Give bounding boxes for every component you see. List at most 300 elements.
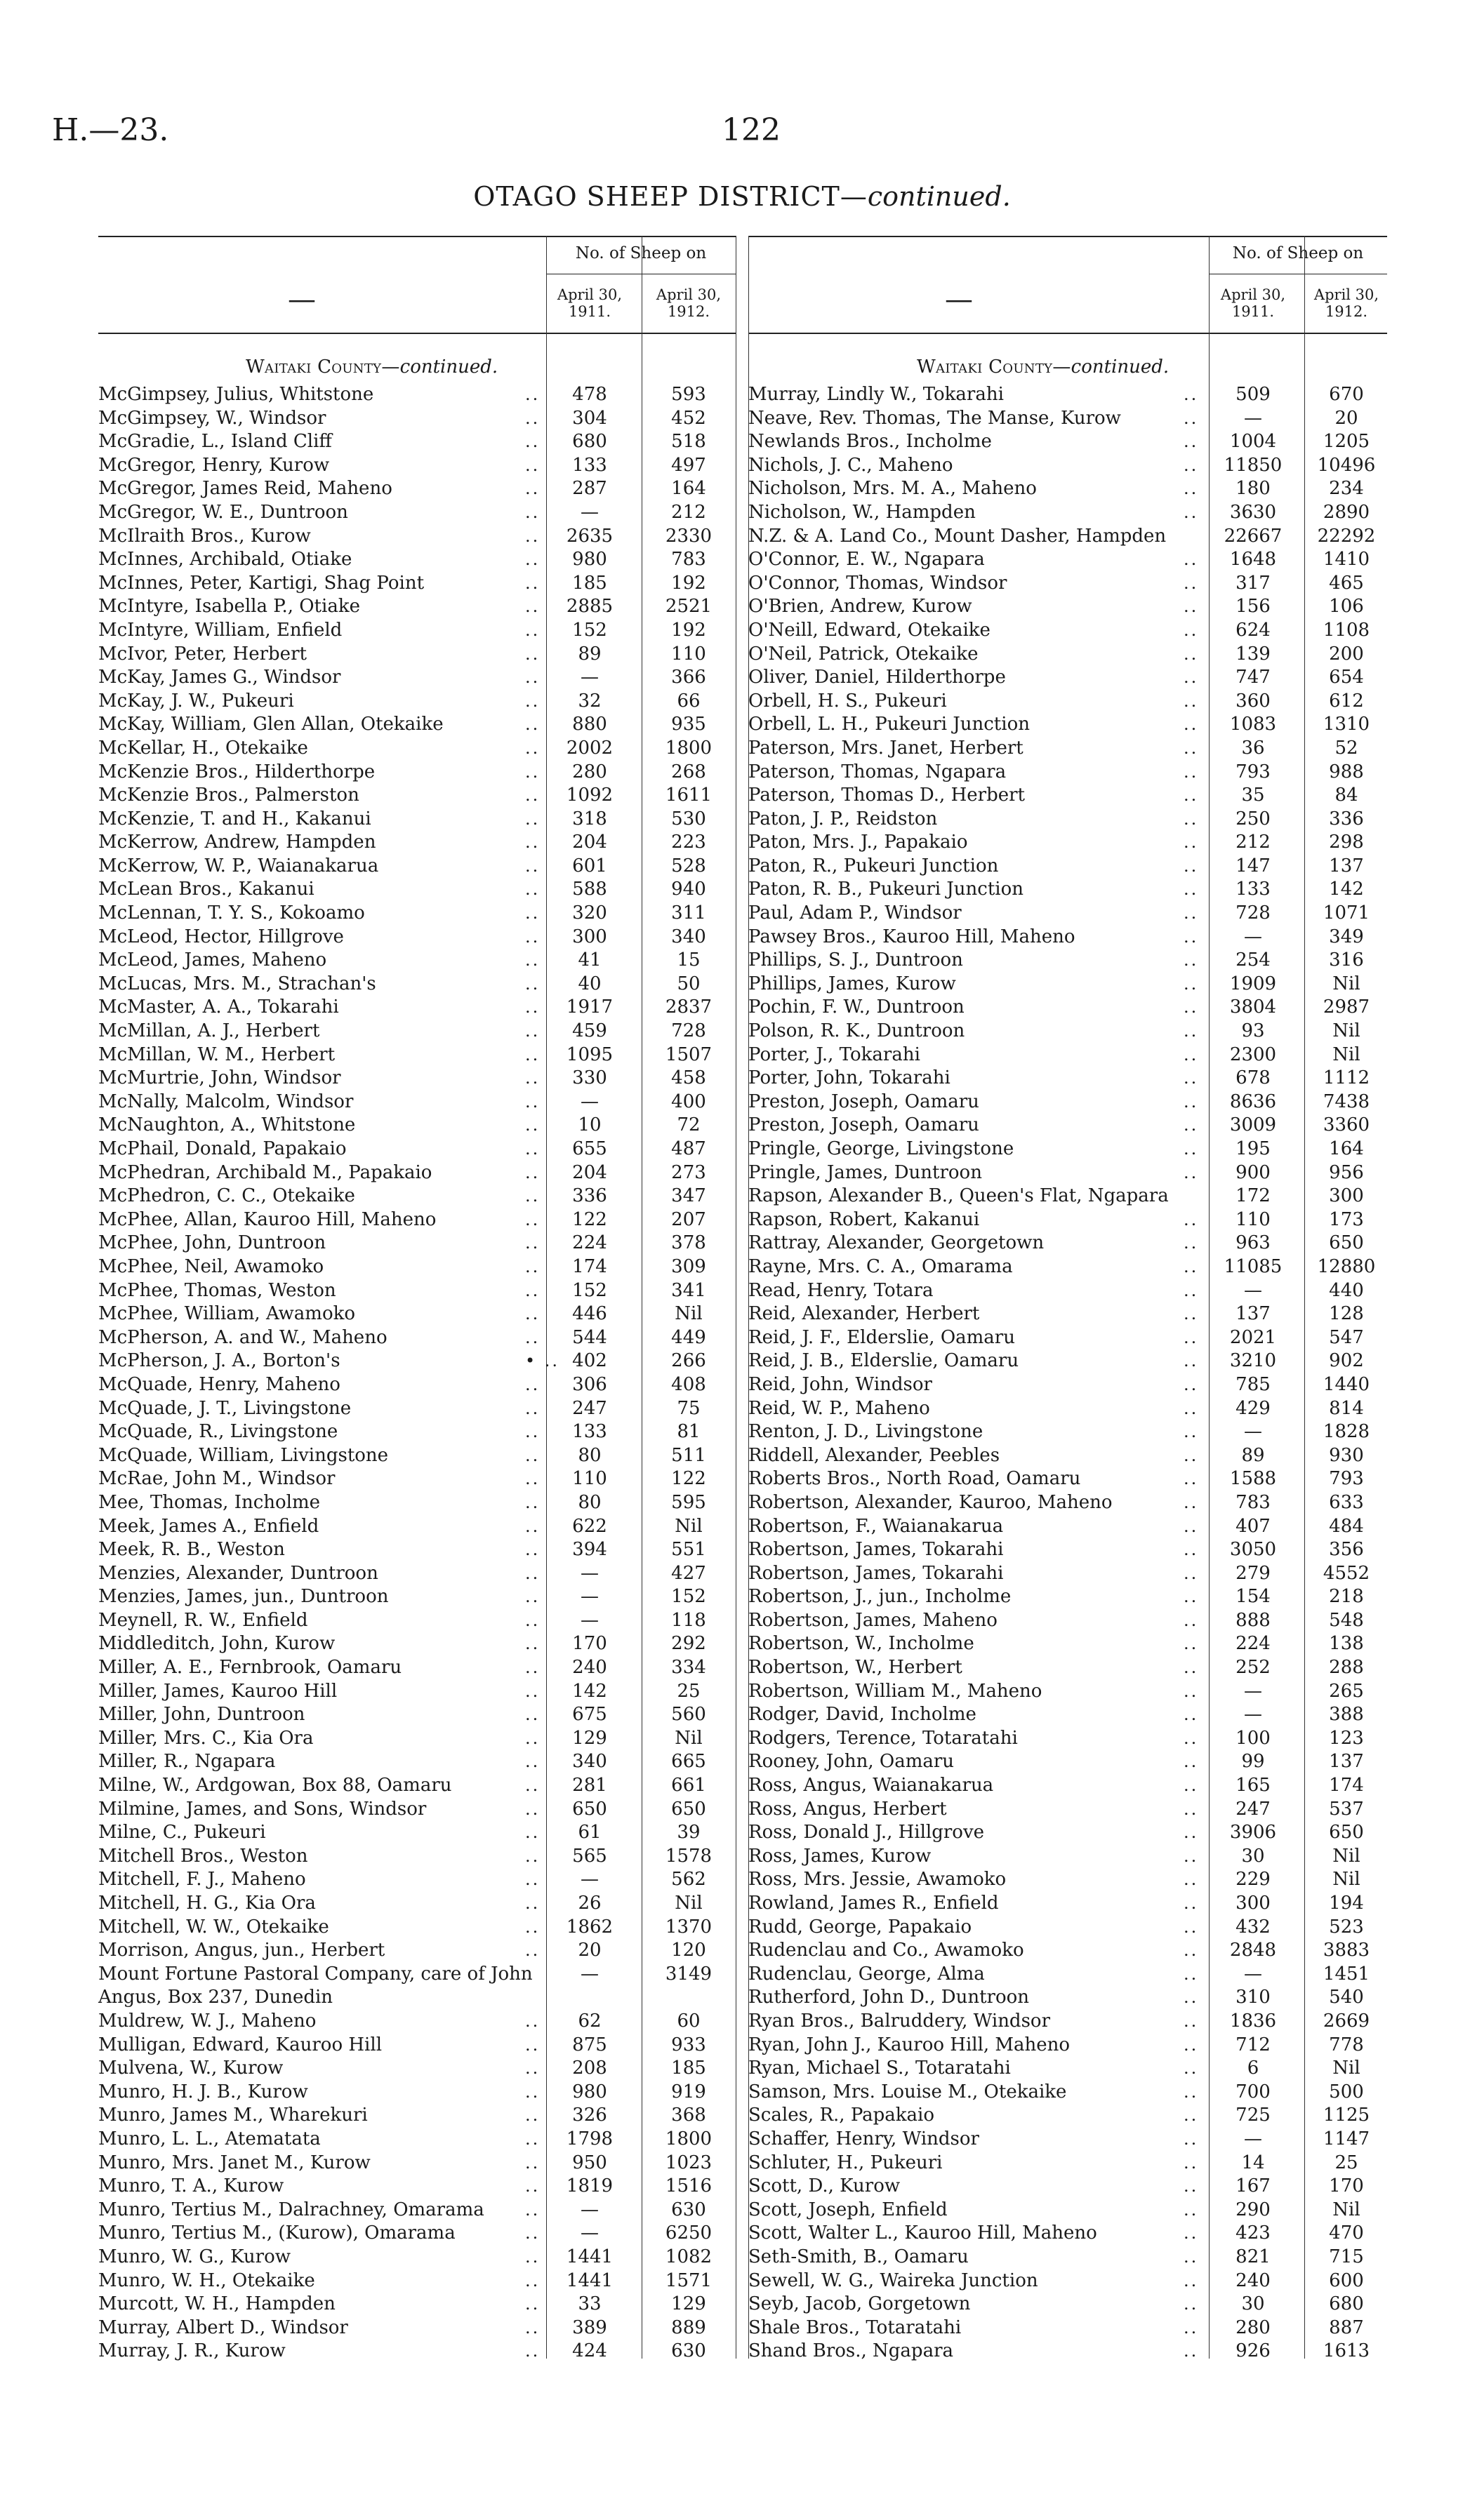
table-row [98, 1727, 736, 1751]
owner-name: Robertson, W., Herbert [748, 1657, 962, 1679]
table-row [98, 2269, 736, 2293]
sheep-count-1912: 484 [1329, 1515, 1364, 1537]
table-row [98, 2010, 736, 2034]
owner-name: McLeod, Hector, Hillgrove [98, 926, 344, 947]
sheep-count-1911: — [581, 1869, 599, 1891]
sheep-count-1912: Nil [1332, 1020, 1360, 1042]
sheep-count-1912: 1571 [665, 2269, 713, 2291]
table-row [748, 784, 1387, 808]
sheep-count-1911: 424 [572, 2340, 607, 2362]
leader-dots: .. [525, 1374, 541, 1394]
sheep-count-1912: 919 [671, 2081, 706, 2102]
sheep-count-1912: 15 [677, 949, 701, 971]
owner-name: McQuade, William, Livingstone [98, 1444, 389, 1466]
owner-name: Menzies, James, jun., Duntroon [98, 1586, 389, 1608]
sheep-count-1911: — [1244, 1963, 1262, 1985]
sheep-count-1911: 20 [578, 1940, 602, 1961]
sheep-count-1912: 4552 [1323, 1562, 1370, 1584]
table-row [98, 1491, 736, 1515]
table-row [98, 1750, 736, 1774]
sheep-count-1911: 509 [1235, 384, 1271, 405]
owner-name: Murray, J. R., Kurow [98, 2340, 286, 2362]
sheep-count-1911: 700 [1235, 2081, 1271, 2102]
sheep-count-1911: 402 [572, 1350, 607, 1372]
sheep-count-1912: Nil [675, 1893, 703, 1914]
sheep-count-1912: 1310 [1323, 714, 1370, 735]
owner-name: McGimpsey, Julius, Whitstone [98, 384, 374, 405]
sheep-count-1912: 1611 [665, 785, 713, 806]
owner-name: Scott, D., Kurow [748, 2175, 901, 2197]
sheep-count-1911: 133 [572, 1421, 607, 1443]
table-row [98, 1020, 736, 1044]
sheep-count-1911: 888 [1235, 1609, 1271, 1631]
owner-name: McGregor, W. E., Duntroon [98, 501, 348, 523]
table-row [748, 2034, 1387, 2058]
owner-name: Renton, J. D., Livingstone [748, 1421, 983, 1443]
sheep-count-1912: 530 [671, 808, 706, 829]
sheep-count-1911: 783 [1235, 1491, 1271, 1513]
table-row [98, 1703, 736, 1727]
table-row [98, 737, 736, 761]
sheep-count-1912: 60 [677, 2010, 701, 2032]
year-1911-header: April 30, 1911. [1220, 286, 1286, 320]
sheep-count-1912: 192 [671, 572, 706, 594]
sheep-count-1912: 1440 [1323, 1373, 1370, 1395]
table-row [98, 1916, 736, 1940]
leader-dots: .. [525, 1940, 541, 1961]
sheep-count-1911: 41 [578, 949, 602, 971]
table-row [748, 1774, 1387, 1798]
sheep-count-1911: — [581, 2199, 599, 2220]
leader-dots: .. [1184, 1775, 1199, 1796]
leader-dots: .. [1184, 2246, 1199, 2267]
sheep-count-1912: 207 [671, 1208, 706, 1230]
leader-dots: .. [525, 2081, 541, 2102]
sheep-count-1912: 137 [1329, 855, 1364, 876]
owner-name: Nicholson, Mrs. M. A., Maheno [748, 478, 1037, 500]
leader-dots: .. [1184, 2317, 1199, 2338]
sheep-count-1912: 378 [671, 1232, 706, 1254]
sheep-count-1911: 11085 [1224, 1255, 1283, 1277]
sheep-count-1912: 2987 [1323, 996, 1370, 1018]
sheep-count-1911: — [1244, 1704, 1262, 1726]
table-row [98, 383, 736, 407]
leader-dots: .. [1184, 1422, 1199, 1442]
sheep-count-1911: 680 [572, 431, 607, 453]
sheep-count-1911: 139 [1235, 643, 1271, 665]
leader-dots: .. [525, 1799, 541, 1819]
sheep-count-1912: 1071 [1323, 902, 1370, 924]
owner-name: Ross, Angus, Waianakarua [748, 1775, 994, 1796]
sheep-count-1912: 268 [671, 761, 706, 782]
sheep-count-1911: 2635 [566, 525, 614, 547]
table-row [98, 690, 736, 714]
sheep-count-1912: 595 [671, 1491, 706, 1513]
table-row [748, 1798, 1387, 1822]
leader-dots: .. [1184, 1964, 1199, 1984]
sheep-count-1911: 588 [572, 879, 607, 900]
leader-dots: .. [1184, 1516, 1199, 1536]
owner-name: Mulligan, Edward, Kauroo Hill [98, 2034, 383, 2055]
table-row [748, 1044, 1387, 1067]
owner-name: Reid, Alexander, Herbert [748, 1303, 980, 1325]
owner-name: McIvor, Peter, Herbert [98, 643, 307, 665]
sheep-count-1912: 298 [1329, 832, 1364, 853]
sheep-count-1912: 1516 [665, 2175, 713, 2197]
owner-name: Mount Fortune Pastoral Company, care of John Angus, Box 237, Dunedin [98, 1963, 533, 2008]
table-row [748, 1326, 1387, 1350]
leader-dots: .. [1184, 549, 1199, 570]
sheep-count-1912: 106 [1329, 596, 1364, 618]
table-row [98, 1939, 736, 1963]
leader-dots: .. [1184, 1610, 1199, 1630]
table-row [98, 808, 736, 832]
sheep-count-1912: 1800 [665, 737, 713, 759]
sheep-count-1912: 200 [1329, 643, 1364, 665]
table-row [98, 1515, 736, 1539]
table-row [98, 1845, 736, 1869]
sheep-count-1912: 930 [1329, 1444, 1364, 1466]
leader-dots: .. [525, 1280, 541, 1300]
owner-name: McPhee, Neil, Awamoko [98, 1255, 324, 1277]
right-table [748, 236, 1387, 2362]
table-row [98, 548, 736, 572]
owner-name: Milne, C., Pukeuri [98, 1822, 266, 1844]
sheep-count-1912: Nil [675, 1727, 703, 1749]
sheep-count-1911: 40 [578, 973, 602, 994]
leader-dots: .. [1184, 1587, 1199, 1607]
sheep-count-1912: 1578 [665, 1845, 713, 1867]
owner-name: Mulvena, W., Kurow [98, 2058, 284, 2079]
owner-name: Paton, Mrs. J., Papakaio [748, 832, 968, 853]
table-row [98, 784, 736, 808]
sheep-count-1911: 330 [572, 1067, 607, 1089]
table-row [98, 1161, 736, 1185]
leader-dots: .. [1184, 1634, 1199, 1654]
sheep-count-1911: 247 [1235, 1798, 1271, 1820]
sheep-count-1912: Nil [675, 1303, 703, 1325]
leader-dots: .. [525, 644, 541, 664]
leader-dots: .. [525, 1893, 541, 1913]
table-row [748, 1491, 1387, 1515]
table-row [748, 996, 1387, 1020]
sheep-count-1912: 408 [671, 1373, 706, 1395]
sheep-count-1911: — [1244, 2128, 1262, 2149]
sheep-count-1912: 2837 [665, 996, 713, 1018]
leader-dots: .. [525, 2011, 541, 2031]
owner-name: Ross, Donald J., Hillgrove [748, 1822, 985, 1844]
owner-name: O'Neill, Edward, Otekaike [748, 619, 991, 641]
table-row [748, 2128, 1387, 2152]
sheep-count-1911: 185 [572, 572, 607, 594]
sheep-count-1912: 128 [1329, 1303, 1364, 1325]
sheep-count-1912: 523 [1329, 1916, 1364, 1938]
table-row [748, 2222, 1387, 2246]
leader-dots: .. [525, 502, 541, 522]
table-row [98, 1255, 736, 1279]
sheep-count-1911: 478 [572, 384, 607, 405]
table-row [748, 1656, 1387, 1680]
sheep-count-1911: 240 [1235, 2269, 1271, 2291]
table-row [748, 1397, 1387, 1421]
table-row [748, 831, 1387, 855]
sheep-count-1911: 174 [572, 1255, 607, 1277]
owner-name: McLucas, Mrs. M., Strachan's [98, 973, 376, 994]
leader-dots: .. [525, 1563, 541, 1583]
owner-name: O'Brien, Andrew, Kurow [748, 596, 972, 618]
sheep-count-1912: 518 [671, 431, 706, 453]
owner-name: Preston, Joseph, Oamaru [748, 1114, 979, 1136]
owner-name: Mee, Thomas, Incholme [98, 1491, 321, 1513]
sheep-count-1911: 446 [572, 1303, 607, 1325]
sheep-count-1912: 174 [1329, 1775, 1364, 1796]
table-row [748, 454, 1387, 478]
owner-name: Polson, R. K., Duntroon [748, 1020, 965, 1042]
sheep-count-1911: 280 [572, 761, 607, 782]
sheep-count-1911: 287 [572, 478, 607, 500]
sheep-count-1911: — [1244, 1279, 1262, 1301]
table-row [748, 949, 1387, 973]
sheep-count-1911: 156 [1235, 596, 1271, 618]
owner-name: McMaster, A. A., Tokarahi [98, 996, 339, 1018]
sheep-count-1912: 665 [671, 1751, 706, 1773]
leader-dots: .. [1184, 2081, 1199, 2102]
leader-dots: .. [525, 1869, 541, 1890]
sheep-count-1911: 3050 [1229, 1539, 1277, 1561]
leader-dots: .. [1184, 573, 1199, 593]
sheep-count-1912: 548 [1329, 1609, 1364, 1631]
sheep-count-1911: 326 [572, 2105, 607, 2126]
leader-dots: .. [525, 785, 541, 806]
owner-name: Schluter, H., Pukeuri [748, 2152, 943, 2173]
sheep-count-1911: 389 [572, 2316, 607, 2338]
sheep-count-1912: 933 [671, 2034, 706, 2055]
owner-name: McQuade, R., Livingstone [98, 1421, 338, 1443]
sheep-count-1911: 133 [572, 454, 607, 476]
leader-dots: .. [525, 573, 541, 593]
table-row [98, 831, 736, 855]
owner-name: Porter, John, Tokarahi [748, 1067, 950, 1089]
sheep-count-1911: 180 [1235, 478, 1271, 500]
sheep-count-1911: 980 [572, 549, 607, 571]
leader-dots: .. [525, 1162, 541, 1182]
sheep-count-1911: 61 [578, 1822, 602, 1844]
sheep-count-1911: 2885 [566, 596, 614, 618]
leader-dots: .. [525, 1256, 541, 1276]
owner-name: Pochin, F. W., Duntroon [748, 996, 965, 1018]
leader-dots: .. [1184, 2270, 1199, 2291]
county-heading [917, 356, 1169, 378]
sheep-count-1911: 1648 [1229, 549, 1277, 571]
leader-dots: .. [1184, 1799, 1199, 1819]
sheep-count-1911: 926 [1235, 2340, 1271, 2362]
sheep-count-1911: 204 [572, 832, 607, 853]
sheep-count-1911: 432 [1235, 1916, 1271, 1938]
owner-name: Pringle, James, Duntroon [748, 1161, 982, 1183]
leader-dots: .. [1184, 2152, 1199, 2173]
owner-name: McKenzie, T. and H., Kakanui [98, 808, 371, 829]
owner-name: Mitchell, F. J., Maheno [98, 1869, 306, 1891]
table-row [98, 1680, 736, 1704]
year-1911-header: April 30, 1911. [557, 286, 623, 320]
sheep-count-1912: 311 [671, 902, 706, 924]
leader-dots: .. [1184, 1893, 1199, 1913]
leader-dots: .. [1184, 1091, 1199, 1112]
owner-name: McQuade, Henry, Maheno [98, 1373, 340, 1395]
leader-dots: .. [1184, 691, 1199, 711]
sheep-count-1911: 281 [572, 1775, 607, 1796]
table-row [98, 1467, 736, 1491]
leader-dots: .. [525, 2199, 541, 2220]
owner-name: McPherson, A. and W., Maheno [98, 1326, 387, 1348]
table-row [748, 737, 1387, 761]
table-row [98, 595, 736, 619]
sheep-count-1912: 593 [671, 384, 706, 405]
sheep-count-1912: 458 [671, 1067, 706, 1089]
sheep-count-1912: 793 [1329, 1468, 1364, 1490]
owner-name: McInnes, Archibald, Otiake [98, 549, 352, 571]
leader-dots: .. [1184, 1916, 1199, 1937]
leader-dots: .. [1184, 950, 1199, 971]
sheep-count-1911: 212 [1235, 832, 1271, 853]
sheep-count-1912: 170 [1329, 2175, 1364, 2197]
sheep-count-1911: 340 [572, 1751, 607, 1773]
sheep-count-1912: 1023 [665, 2152, 713, 2173]
leader-dots: .. [525, 1422, 541, 1442]
sheep-count-1912: 388 [1329, 1704, 1364, 1726]
sheep-count-1911: 208 [572, 2058, 607, 2079]
owner-name: McLeod, James, Maheno [98, 949, 327, 971]
leader-dots: .. [1184, 761, 1199, 782]
owner-name: McKay, J. W., Pukeuri [98, 690, 294, 712]
table-row [98, 619, 736, 643]
table-row [98, 2293, 736, 2316]
sheep-count-1911: 1588 [1229, 1468, 1277, 1490]
owner-name: Nichols, J. C., Maheno [748, 454, 953, 476]
sheep-count-1912: 129 [671, 2293, 706, 2315]
leader-dots: • .. [525, 1351, 560, 1371]
sheep-count-1912: 612 [1329, 690, 1364, 712]
sheep-count-1912: 650 [1329, 1822, 1364, 1844]
sheep-count-1911: 1798 [566, 2128, 614, 2149]
sheep-count-1912: 75 [677, 1397, 701, 1419]
table-row [748, 1562, 1387, 1586]
leader-dots: .. [525, 903, 541, 924]
table-row [98, 2104, 736, 2128]
sheep-count-1912: 137 [1329, 1751, 1364, 1773]
table-row [748, 1609, 1387, 1633]
sheep-count-1911: 1092 [566, 785, 614, 806]
owner-name: Robertson, F., Waianakarua [748, 1515, 1004, 1537]
leader-dots: .. [1184, 1822, 1199, 1843]
sheep-count-1912: 368 [671, 2105, 706, 2126]
sheep-count-1912: 123 [1329, 1727, 1364, 1749]
leader-dots: .. [1184, 1280, 1199, 1300]
table-row [748, 643, 1387, 667]
table-row [98, 1185, 736, 1208]
table-row [98, 1963, 736, 2010]
sheep-count-1911: 224 [572, 1232, 607, 1254]
leader-dots: .. [1184, 455, 1199, 475]
leader-dots: .. [1184, 738, 1199, 758]
leader-dots: .. [525, 2317, 541, 2338]
sheep-count-1911: 1909 [1229, 973, 1277, 994]
sheep-count-1911: 310 [1235, 1987, 1271, 2008]
owner-name: McKenzie Bros., Hilderthorpe [98, 761, 376, 782]
sheep-count-1911: 3906 [1229, 1822, 1277, 1844]
owner-name: Orbell, H. S., Pukeuri [748, 690, 947, 712]
table-row [748, 2010, 1387, 2034]
table-row [98, 666, 736, 690]
sheep-count-1912: 778 [1329, 2034, 1364, 2055]
leader-dots: .. [525, 973, 541, 994]
sheep-count-1911: 26 [578, 1893, 602, 1914]
owner-name: Miller, A. E., Fernbrook, Oamaru [98, 1657, 402, 1679]
sheep-count-1912: 72 [677, 1114, 701, 1136]
sheep-count-1911: 601 [572, 855, 607, 876]
table-row [748, 572, 1387, 596]
owner-name: Ross, James, Kurow [748, 1845, 932, 1867]
sheep-count-1912: 118 [671, 1609, 706, 1631]
sheep-count-1911: 2002 [566, 737, 614, 759]
table-row [748, 1515, 1387, 1539]
sheep-count-1912: 218 [1329, 1586, 1364, 1608]
sheep-count-1912: 142 [1329, 879, 1364, 900]
sheep-count-1911: 32 [578, 690, 602, 712]
sheep-count-1912: 1410 [1323, 549, 1370, 571]
sheep-count-1911: 1083 [1229, 714, 1277, 735]
owner-name: Meek, James A., Enfield [98, 1515, 319, 1537]
leader-dots: .. [525, 2341, 541, 2361]
table-row [98, 477, 736, 501]
sheep-count-1911: 1819 [566, 2175, 614, 2197]
table-row [748, 2246, 1387, 2269]
sheep-count-1911: — [581, 1609, 599, 1631]
sheep-count-1912: 25 [1334, 2152, 1358, 2173]
table-row [748, 2269, 1387, 2293]
leader-dots: .. [525, 1822, 541, 1843]
sheep-count-1911: — [1244, 926, 1262, 947]
leader-dots: .. [525, 1068, 541, 1088]
sheep-count-1911: 300 [1235, 1893, 1271, 1914]
left-table-header [98, 236, 736, 334]
county-continued: continued. [399, 356, 498, 378]
table-row [748, 808, 1387, 832]
owner-name: O'Neil, Patrick, Otekaike [748, 643, 979, 665]
leader-dots: .. [525, 1021, 541, 1041]
owner-name: McKay, William, Glen Allan, Otekaike [98, 714, 444, 735]
owner-name: McPhee, Allan, Kauroo Hill, Maheno [98, 1208, 437, 1230]
table-row [748, 1892, 1387, 1916]
table-row [98, 1892, 736, 1916]
sheep-count-1912: 122 [671, 1468, 706, 1490]
sheep-count-1911: 170 [572, 1633, 607, 1655]
sheep-count-1912: 1451 [1323, 1963, 1370, 1985]
sheep-count-1912: 138 [1329, 1633, 1364, 1655]
leader-dots: .. [1184, 1068, 1199, 1088]
owner-name: Milmine, James, and Sons, Windsor [98, 1798, 427, 1820]
leader-dots: .. [525, 950, 541, 971]
owner-name: Orbell, L. H., Pukeuri Junction [748, 714, 1030, 735]
leader-dots: .. [1184, 1492, 1199, 1512]
sheep-count-1911: — [581, 667, 599, 688]
leader-dots: .. [525, 1327, 541, 1347]
owner-name: Munro, W. H., Otekaike [98, 2269, 315, 2291]
table-row [748, 525, 1387, 549]
sheep-count-1911: — [1244, 1421, 1262, 1443]
leader-dots: .. [525, 1186, 541, 1206]
county-name: Waitaki County— [917, 356, 1071, 378]
